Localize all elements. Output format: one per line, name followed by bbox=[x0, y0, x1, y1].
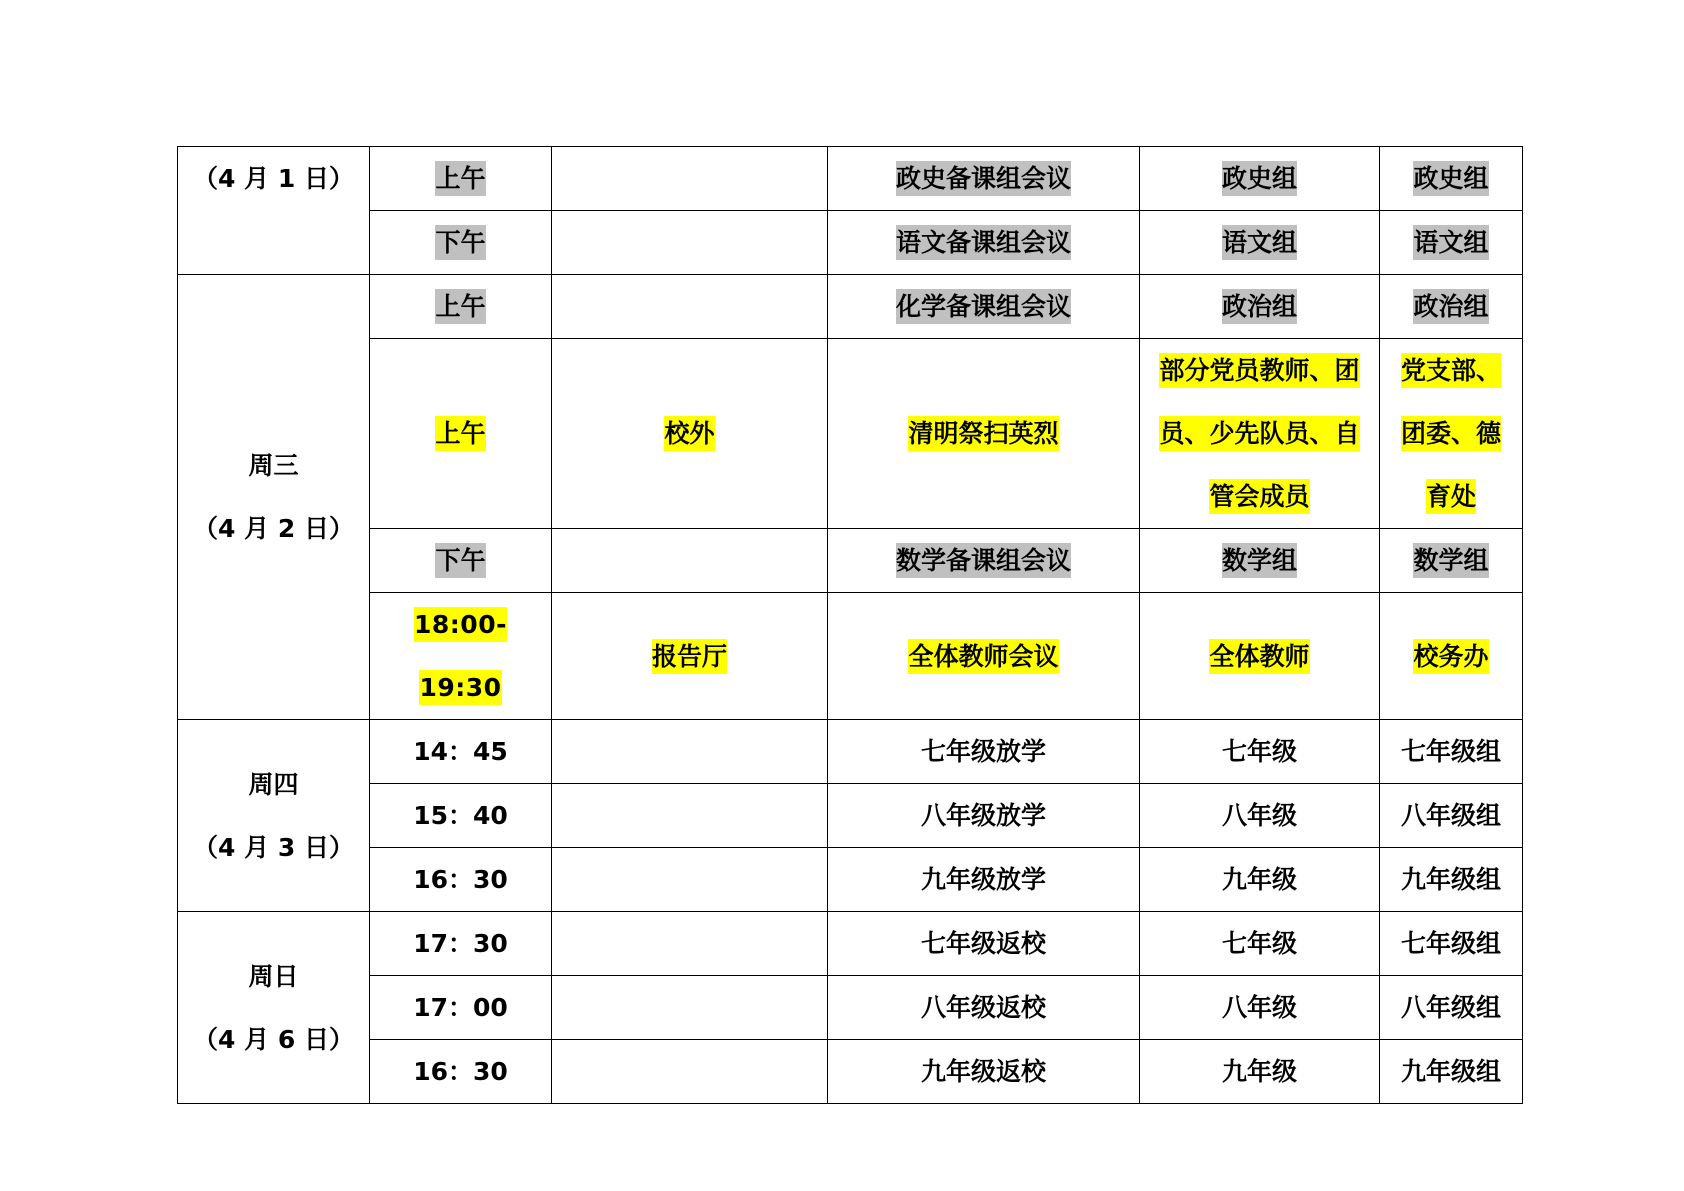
schedule-table bbox=[177, 146, 1523, 1104]
place-cell bbox=[552, 720, 828, 784]
day-name: 周四 bbox=[248, 769, 299, 799]
table-row bbox=[178, 275, 1523, 339]
event-cell bbox=[828, 275, 1140, 339]
participants-text: 政治组 bbox=[1222, 289, 1297, 324]
time-cell bbox=[370, 147, 552, 211]
place-cell bbox=[552, 912, 828, 976]
event-cell bbox=[828, 211, 1140, 275]
organizer-cell bbox=[1380, 529, 1523, 593]
time-cell bbox=[370, 976, 552, 1040]
organizer-text: 九年级组 bbox=[1400, 1057, 1501, 1086]
time-text: 14：45 bbox=[413, 737, 508, 766]
event-cell bbox=[828, 529, 1140, 593]
day-cell bbox=[178, 912, 370, 1104]
event-text: 化学备课组会议 bbox=[896, 289, 1071, 324]
table-row bbox=[178, 720, 1523, 784]
place-cell bbox=[552, 211, 828, 275]
time-text: 17：00 bbox=[413, 993, 508, 1022]
participants-cell bbox=[1140, 784, 1380, 848]
participants-text: 八年级 bbox=[1221, 993, 1297, 1022]
organizer-cell bbox=[1380, 275, 1523, 339]
table-row bbox=[178, 912, 1523, 976]
participants-cell bbox=[1140, 593, 1380, 720]
participants-text: 七年级 bbox=[1221, 929, 1297, 958]
place-cell bbox=[552, 147, 828, 211]
place-cell bbox=[552, 1040, 828, 1104]
table-row bbox=[178, 848, 1523, 912]
organizer-text: 政史组 bbox=[1413, 161, 1488, 196]
day-cell bbox=[178, 720, 370, 912]
event-text: 语文备课组会议 bbox=[896, 225, 1071, 260]
day-date: （4 月 3 日） bbox=[193, 832, 354, 862]
organizer-text: 九年级组 bbox=[1400, 865, 1501, 894]
table-row bbox=[178, 211, 1523, 275]
organizer-cell bbox=[1380, 912, 1523, 976]
time-cell bbox=[370, 593, 552, 720]
time-cell bbox=[370, 275, 552, 339]
participants-text: 九年级 bbox=[1221, 1057, 1297, 1086]
participants-cell bbox=[1140, 211, 1380, 275]
table-row bbox=[178, 147, 1523, 211]
participants-cell bbox=[1140, 1040, 1380, 1104]
organizer-cell bbox=[1380, 147, 1523, 211]
time-text: 16：30 bbox=[413, 1057, 508, 1086]
participants-cell bbox=[1140, 275, 1380, 339]
day-date: （4 月 6 日） bbox=[193, 1024, 354, 1054]
event-text: 九年级返校 bbox=[920, 1057, 1046, 1086]
table-row bbox=[178, 784, 1523, 848]
organizer-text: 八年级组 bbox=[1400, 993, 1501, 1022]
event-cell bbox=[828, 593, 1140, 720]
event-text: 九年级放学 bbox=[920, 865, 1046, 894]
day-date: （4 月 1 日） bbox=[193, 164, 354, 193]
time-cell bbox=[370, 848, 552, 912]
event-cell bbox=[828, 912, 1140, 976]
event-cell bbox=[828, 339, 1140, 529]
table-row bbox=[178, 529, 1523, 593]
time-text: 上午 bbox=[435, 416, 485, 451]
place-cell bbox=[552, 848, 828, 912]
organizer-text: 校务办 bbox=[1413, 639, 1488, 674]
day-cell bbox=[178, 275, 370, 720]
event-text: 全体教师会议 bbox=[908, 639, 1058, 674]
table-row bbox=[178, 976, 1523, 1040]
event-cell bbox=[828, 976, 1140, 1040]
organizer-line: 育处 bbox=[1426, 479, 1476, 514]
organizer-cell bbox=[1380, 784, 1523, 848]
participants-line: 管会成员 bbox=[1209, 479, 1309, 514]
time-text: 上午 bbox=[435, 289, 485, 324]
time-cell bbox=[370, 1040, 552, 1104]
time-text: 15：40 bbox=[413, 801, 508, 830]
participants-text: 数学组 bbox=[1222, 543, 1297, 578]
place-cell bbox=[552, 593, 828, 720]
time-text: 下午 bbox=[435, 543, 485, 578]
table-row bbox=[178, 1040, 1523, 1104]
time-cell bbox=[370, 720, 552, 784]
organizer-line: 党支部、 bbox=[1401, 353, 1501, 388]
event-text: 政史备课组会议 bbox=[896, 161, 1071, 196]
organizer-cell bbox=[1380, 720, 1523, 784]
participants-cell bbox=[1140, 147, 1380, 211]
organizer-cell bbox=[1380, 211, 1523, 275]
participants-text: 全体教师 bbox=[1209, 639, 1309, 674]
table-row bbox=[178, 339, 1523, 529]
participants-cell bbox=[1140, 976, 1380, 1040]
participants-text: 七年级 bbox=[1221, 737, 1297, 766]
organizer-text: 政治组 bbox=[1413, 289, 1488, 324]
organizer-cell bbox=[1380, 339, 1523, 529]
time-text: 17：30 bbox=[413, 929, 508, 958]
event-cell bbox=[828, 1040, 1140, 1104]
event-cell bbox=[828, 720, 1140, 784]
participants-cell bbox=[1140, 912, 1380, 976]
time-cell bbox=[370, 529, 552, 593]
event-text: 七年级返校 bbox=[920, 929, 1046, 958]
place-cell bbox=[552, 529, 828, 593]
participants-line: 员、少先队员、自 bbox=[1159, 416, 1359, 451]
participants-text: 九年级 bbox=[1221, 865, 1297, 894]
day-date: （4 月 2 日） bbox=[193, 514, 354, 543]
day-name: 周三 bbox=[248, 451, 299, 480]
place-cell bbox=[552, 976, 828, 1040]
participants-cell bbox=[1140, 529, 1380, 593]
place-text: 报告厅 bbox=[652, 639, 727, 674]
event-text: 八年级放学 bbox=[920, 801, 1046, 830]
time-text: 18:00-19:30 bbox=[414, 607, 507, 705]
time-cell bbox=[370, 784, 552, 848]
event-cell bbox=[828, 147, 1140, 211]
organizer-text: 八年级组 bbox=[1400, 801, 1501, 830]
participants-cell bbox=[1140, 339, 1380, 529]
organizer-text: 语文组 bbox=[1413, 225, 1488, 260]
participants-cell bbox=[1140, 848, 1380, 912]
participants-text: 政史组 bbox=[1222, 161, 1297, 196]
time-text: 上午 bbox=[435, 161, 485, 196]
event-text: 数学备课组会议 bbox=[896, 543, 1071, 578]
participants-text: 八年级 bbox=[1221, 801, 1297, 830]
participants-cell bbox=[1140, 720, 1380, 784]
event-text: 清明祭扫英烈 bbox=[908, 416, 1058, 451]
organizer-line: 团委、德 bbox=[1401, 416, 1501, 451]
time-text: 16：30 bbox=[413, 865, 508, 894]
organizer-cell bbox=[1380, 976, 1523, 1040]
place-cell bbox=[552, 275, 828, 339]
organizer-cell bbox=[1380, 848, 1523, 912]
event-cell bbox=[828, 848, 1140, 912]
organizer-text: 七年级组 bbox=[1400, 929, 1501, 958]
event-text: 八年级返校 bbox=[920, 993, 1046, 1022]
organizer-cell bbox=[1380, 1040, 1523, 1104]
time-cell bbox=[370, 912, 552, 976]
organizer-text: 七年级组 bbox=[1400, 737, 1501, 766]
time-text: 下午 bbox=[435, 225, 485, 260]
place-cell bbox=[552, 339, 828, 529]
day-cell bbox=[178, 147, 370, 275]
day-name: 周日 bbox=[248, 961, 299, 991]
organizer-cell bbox=[1380, 593, 1523, 720]
participants-text: 语文组 bbox=[1222, 225, 1297, 260]
participants-line: 部分党员教师、团 bbox=[1159, 353, 1359, 388]
place-cell bbox=[552, 784, 828, 848]
organizer-text: 数学组 bbox=[1413, 543, 1488, 578]
event-text: 七年级放学 bbox=[920, 737, 1046, 766]
place-text: 校外 bbox=[664, 416, 714, 451]
time-cell bbox=[370, 339, 552, 529]
table-row bbox=[178, 593, 1523, 720]
event-cell bbox=[828, 784, 1140, 848]
time-cell bbox=[370, 211, 552, 275]
